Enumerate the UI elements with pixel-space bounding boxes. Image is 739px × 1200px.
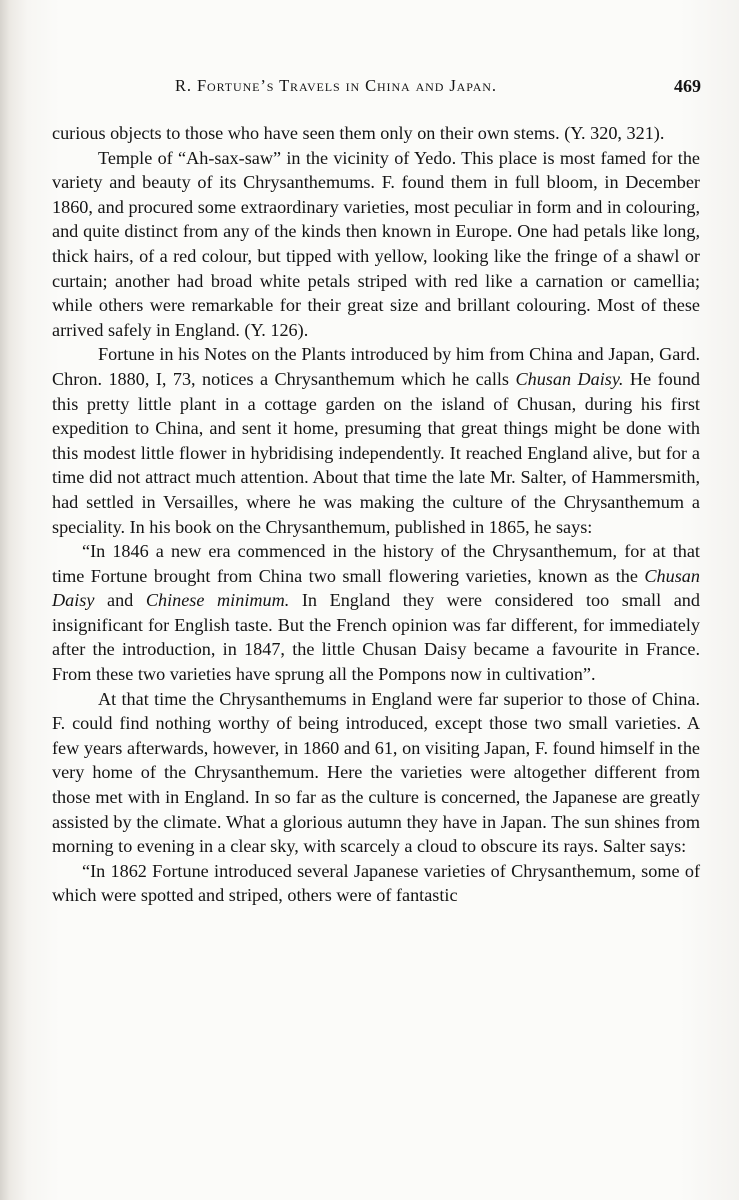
paragraph-text: He found this pretty little plant in a cottage garden on the island of Chusan, during his first expedition to China, and sent it home, presuming that great things might be done with this modest little flower in hybridising independently. It reached England alive, but for a time did not attract much attention. About that time the late Mr. Salter, of Hammersmith, had settled in Versailles, where he was making the culture of the Chrysanthemum a speciality. In his book on the Chrysanthemum, published in 1865, he says:	[52, 368, 701, 537]
quote-text: In England they were considered too small and insignificant for English taste. But the French opinion was far different, for immediately after the introduction, in 1847, the little Chusan Daisy became a favourite in France. From these two varieties have sprung all the Pompons now in cultivation”.	[52, 590, 700, 685]
paragraph-temple: Temple of “Ah-sax-saw” in the vicinity of Yedo. This place is most famed for the variety and beauty of its Chrysanthemums. F. found them in full bloom, in December 1860, and procured some extraordinary varieties, most peculiar in form and in colouring, and quite distinct from any of the kinds then known in Europe. One had petals like long, thick hairs, of a red colour, but tipped with yellow, looking like the fringe of a shawl or curtain; another had broad white petals striped with red like a carnation or camellia; while others were remarkable for their great size and brillant colouring. Most of these arrived safely in England. (Y. 126).	[52, 147, 700, 340]
italic-term-chusan-daisy: Chusan Daisy	[52, 565, 700, 611]
quote-text: and	[94, 590, 146, 611]
quote-text: “In 1846 a new era commenced in the history of the Chrysanthemum, for at that time Fortune brought from China two small flowering varieties, known as the	[52, 541, 700, 586]
paragraph-chusan-daisy	[52, 342, 700, 539]
quote-salter-1846	[52, 539, 700, 687]
quote-salter-1862: “In 1862 Fortune introduced several Japanese varieties of Chrysanthemum, some of which were spotted and striped, others were of fantastic	[52, 860, 700, 906]
page-number: 469	[674, 76, 701, 96]
paragraph-continuation: curious objects to those who have seen them only on their own stems. (Y. 320, 321).	[52, 123, 665, 143]
italic-term-chusan-daisy: Chusan Daisy.	[515, 368, 624, 389]
page-header	[0, 76, 739, 104]
running-title: R. Fortune’s Travels in China and Japan.	[175, 76, 497, 95]
paragraph-japan: At that time the Chrysanthemums in England were far superior to those of China. F. could find nothing worthy of being introduced, except those two small varieties. A few years afterwards, however, in 1860 and 61, on visiting Japan, F. found himself in the very home of the Chrysanthemum. Here the varieties were altogether different from those met with in England. In so far as the culture is concerned, the Japanese are greatly assisted by the climate. What a glorious autumn they have in Japan. The sun shines from morning to evening in a clear sky, with scarcely a cloud to obscure its rays. Salter says:	[52, 688, 700, 857]
italic-term-chinese-minimum: Chinese minimum.	[145, 590, 290, 611]
body-text	[52, 121, 700, 908]
paragraph-text: Fortune in his Notes on the Plants introduced by him from China and Japan, Gard. Chron. 1880, I, 73, notices a Chrysanthemum which he calls	[52, 344, 700, 389]
